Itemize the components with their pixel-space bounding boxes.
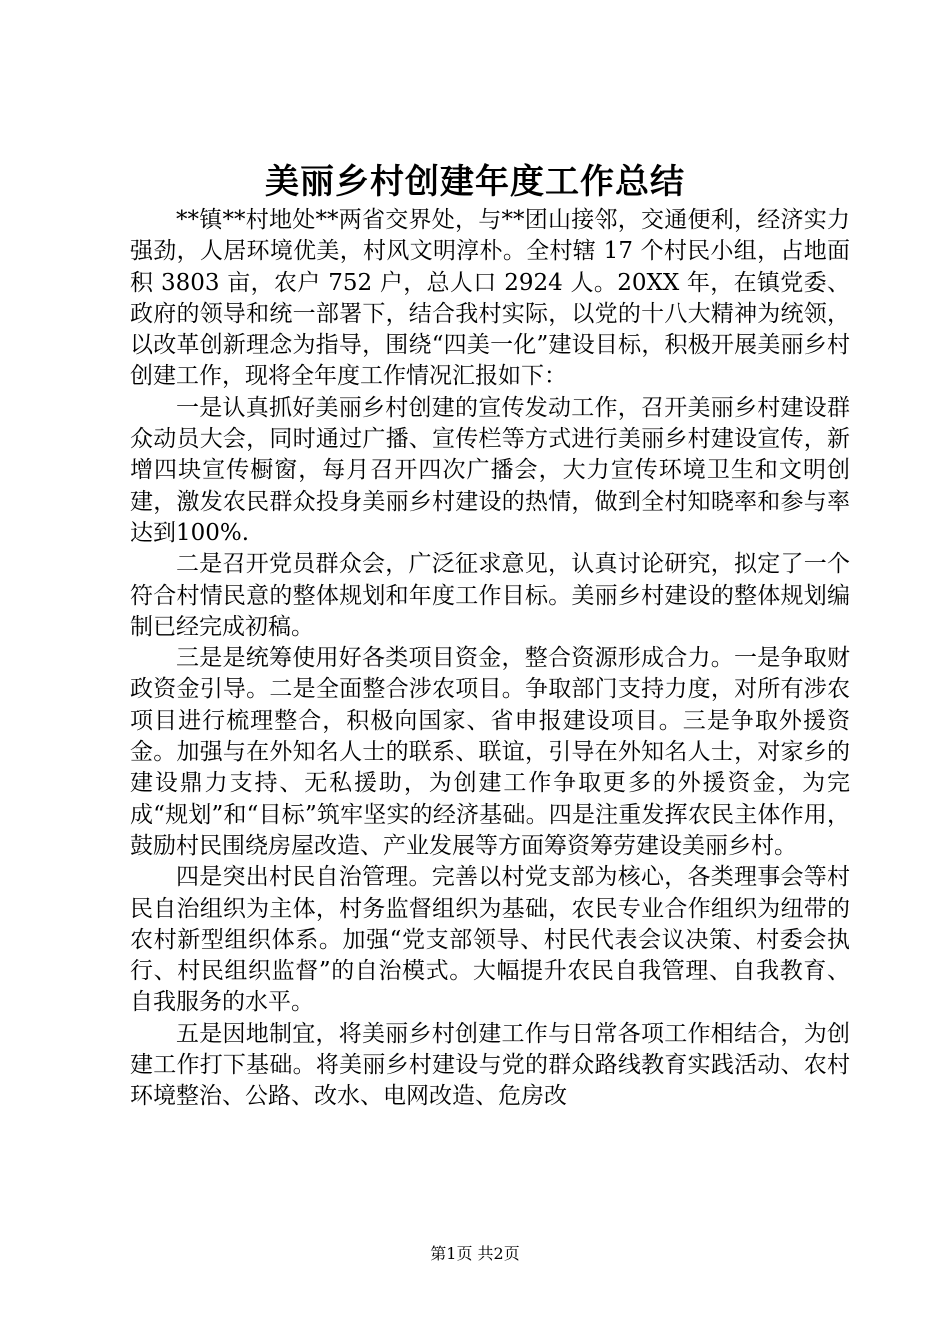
paragraph-intro: **镇**村地处**两省交界处，与**团山接邻，交通便利，经济实力强劲，人居环境优美，村风文明淳朴。全村辖 17 个村民小组，占地面积 3803 亩，农户 752 户，总人口 2924 人。20XX 年，在镇党委、政府的领导和统一部署下，结合我村实际，以党的十八大精神为统领，以改革创新理念为指导，围绕“四美一化”建设目标，积极开展美丽乡村创建工作，现将全年度工作情况汇报如下： [130,207,850,390]
document-title: 美丽乡村创建年度工作总结 [265,162,685,202]
paragraph-funding: 三是是统筹使用好各类项目资金，整合资源形成合力。一是争取财政资金引导。二是全面整合涉农项目。争取部门支持力度，对所有涉农项目进行梳理整合，积极向国家、省申报建设项目。三是争取外援资金。加强与在外知名人士的联系、联谊，引导在外知名人士，对家乡的建设鼎力支持、无私援助，为创建工作争取更多的外援资金，为完成“规划”和“目标”筑牢坚实的经济基础。四是注重发挥农民主体作用，鼓励村民围绕房屋改造、产业发展等方面筹资筹劳建设美丽乡村。 [130,645,850,859]
page-footer: 第1页 共2页 [430,1244,520,1263]
paragraph-integration: 五是因地制宜，将美丽乡村创建工作与日常各项工作相结合，为创建工作打下基础。将美丽乡村建设与党的群众路线教育实践活动、农村环境整治、公路、改水、电网改造、危房改 [130,1020,850,1110]
paragraph-publicity: 一是认真抓好美丽乡村创建的宣传发动工作，召开美丽乡村建设群众动员大会，同时通过广播、宣传栏等方式进行美丽乡村建设宣传，新增四块宣传橱窗，每月召开四次广播会，大力宣传环境卫生和文明创建，激发农民群众投身美丽乡村建设的热情，做到全村知晓率和参与率达到100%. [130,394,850,546]
paragraph-planning: 二是召开党员群众会，广泛征求意见，认真讨论研究，拟定了一个符合村情民意的整体规划和年度工作目标。美丽乡村建设的整体规划编制已经完成初稿。 [130,551,850,640]
document-body [130,205,850,1113]
paragraph-self-governance: 四是突出村民自治管理。完善以村党支部为核心，各类理事会等村民自治组织为主体，村务监督组织为基础，农民专业合作组织为纽带的农村新型组织体系。加强“党支部领导、村民代表会议决策、村委会执行、村民组织监督”的自治模式。大幅提升农民自我管理、自我教育、自我服务的水平。 [130,864,850,1016]
